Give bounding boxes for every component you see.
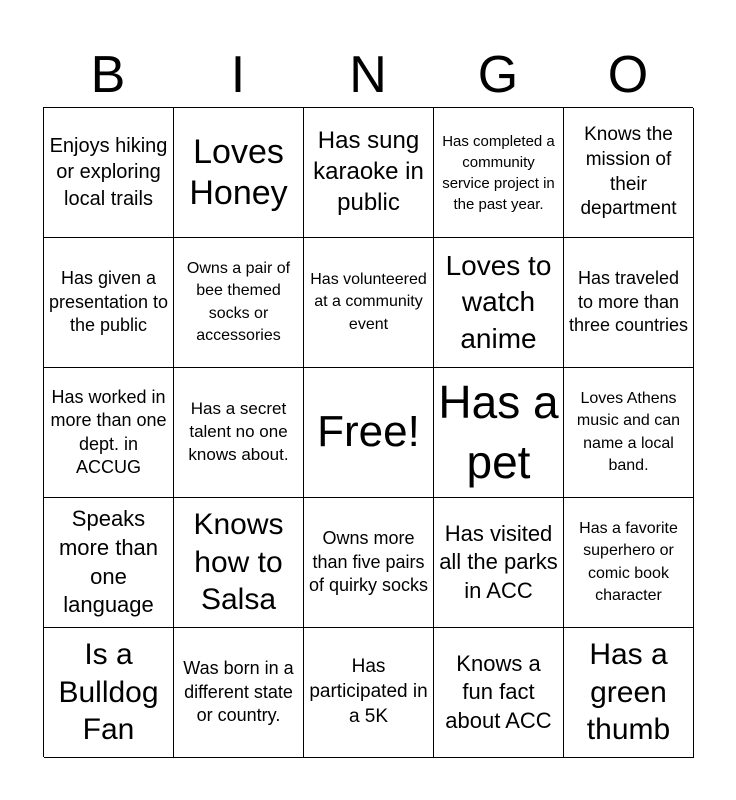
- bingo-cell[interactable]: Loves to watch anime: [434, 238, 564, 368]
- bingo-header: [43, 42, 693, 108]
- bingo-cell[interactable]: Has participated in a 5K: [304, 628, 434, 758]
- bingo-cell[interactable]: Was born in a different state or country.: [174, 628, 304, 758]
- bingo-cell[interactable]: Has traveled to more than three countries: [564, 238, 694, 368]
- bingo-cell[interactable]: Has a green thumb: [564, 628, 694, 758]
- bingo-cell[interactable]: Has given a presentation to the public: [44, 238, 174, 368]
- bingo-cell[interactable]: Knows how to Salsa: [174, 498, 304, 628]
- header-letter-o: O: [607, 46, 649, 104]
- bingo-cell[interactable]: Enjoys hiking or exploring local trails: [44, 108, 174, 238]
- free-space[interactable]: Free!: [304, 368, 434, 498]
- bingo-cell[interactable]: Has completed a community service project in the past year.: [434, 108, 564, 238]
- bingo-cell[interactable]: Loves Athens music and can name a local band.: [564, 368, 694, 498]
- bingo-cell[interactable]: Loves Honey: [174, 108, 304, 238]
- bingo-cell[interactable]: Is a Bulldog Fan: [44, 628, 174, 758]
- bingo-cell[interactable]: Has visited all the parks in ACC: [434, 498, 564, 628]
- bingo-grid: [43, 107, 693, 757]
- bingo-cell[interactable]: Has sung karaoke in public: [304, 108, 434, 238]
- bingo-cell[interactable]: Owns more than five pairs of quirky socks: [304, 498, 434, 628]
- header-letter-n: N: [349, 46, 387, 104]
- header-letter-i: I: [230, 46, 246, 104]
- bingo-cell[interactable]: Knows the mission of their department: [564, 108, 694, 238]
- header-letter-b: B: [90, 46, 126, 104]
- header-letter-g: G: [477, 46, 519, 104]
- bingo-cell[interactable]: Owns a pair of bee themed socks or accessories: [174, 238, 304, 368]
- bingo-cell[interactable]: Has a pet: [434, 368, 564, 498]
- bingo-cell[interactable]: Has a favorite superhero or comic book character: [564, 498, 694, 628]
- bingo-cell[interactable]: Knows a fun fact about ACC: [434, 628, 564, 758]
- bingo-cell[interactable]: Has worked in more than one dept. in ACCUG: [44, 368, 174, 498]
- bingo-cell[interactable]: Speaks more than one language: [44, 498, 174, 628]
- bingo-cell[interactable]: Has volunteered at a community event: [304, 238, 434, 368]
- bingo-cell[interactable]: Has a secret talent no one knows about.: [174, 368, 304, 498]
